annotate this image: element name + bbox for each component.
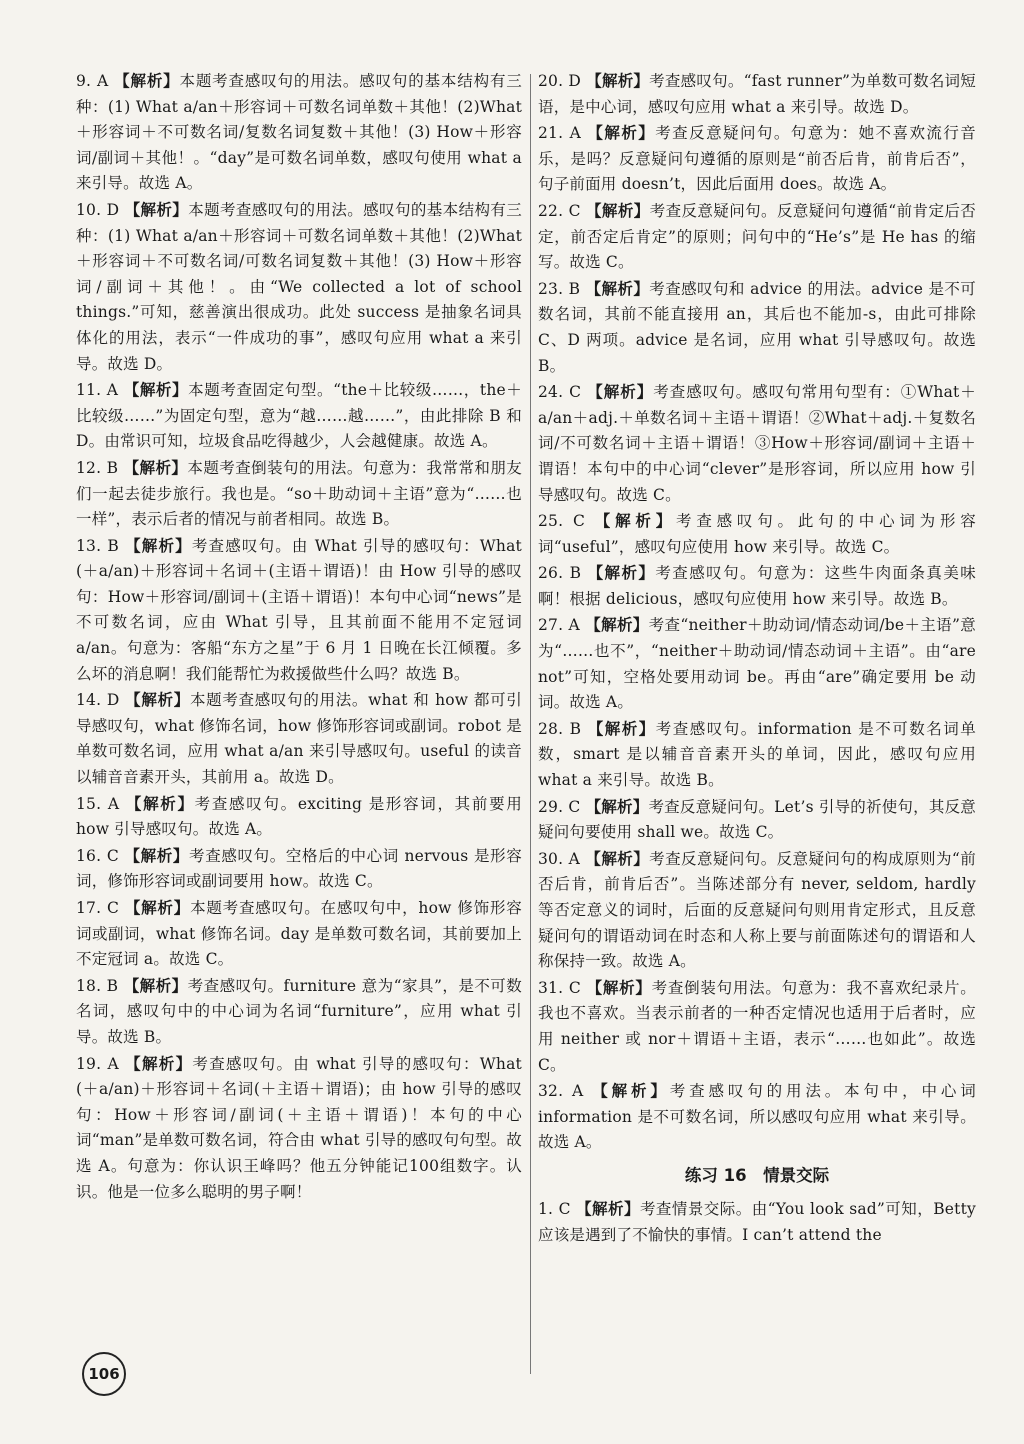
answer-number: 31. C (538, 978, 581, 997)
analysis-text: 本题考查感叹句的用法。what 和 how 都可引导感叹句，what 修饰名词，how 修饰形容词或副词。robot 是单数可数名词，应用 what a/an 来引导感叹句。useful 的读音以辅音音素开头，其前用 a。故选 D。 (76, 691, 522, 787)
analysis-tag: 【解析】 (587, 563, 656, 583)
answer-entry (76, 973, 522, 1051)
answer-number: 11. A (76, 381, 119, 400)
answer-entry (538, 276, 976, 379)
answer-entry (76, 895, 522, 973)
section-title: 练习 16 情景交际 (684, 1165, 830, 1185)
answer-entry (76, 68, 522, 197)
answer-number: 9. A (76, 72, 109, 90)
answer-number: 16. C (76, 846, 119, 865)
answer-number: 28. B (538, 719, 582, 738)
answer-number: 27. A (538, 616, 580, 635)
right-column (538, 68, 976, 1248)
left-column (76, 68, 522, 1205)
page-number: 106 (82, 1352, 126, 1396)
analysis-tag: 【解析】 (123, 457, 188, 477)
analysis-text: 考查感叹句。由 what 引导的感叹句：What (＋a/an)＋形容词＋名词(＋主语＋谓语)；由 how 引导的感叹句：How＋形容词/副词(＋主语＋谓语)！本句的中心词“man”是单数可数名词，符合由 what 引导的感叹句句型。故选 A。句意为：你认识王峰吗？他五分钟能记100组数字。认识。他是一位多么聪明的男子啊！ (76, 1054, 522, 1201)
analysis-tag: 【解析】 (125, 1053, 193, 1073)
answer-entry (538, 846, 976, 975)
answer-number: 32. A (538, 1082, 584, 1101)
answer-number: 21. A (538, 124, 582, 143)
analysis-text: 本题考查感叹句的用法。感叹句的基本结构有三种：(1) What a/an＋形容词＋可数名词单数＋其他！(2)What＋形容词＋不可数名词/复数名词复数＋其他！(3) How＋形容词/副词＋其他！。“day”是可数名词单数，感叹句使用 what a 来引导。故选 A。 (76, 72, 522, 193)
analysis-tag: 【解析】 (123, 975, 188, 995)
analysis-tag: 【解析】 (125, 535, 192, 555)
right-entries (538, 68, 976, 1156)
answer-number: 20. D (538, 72, 582, 90)
answer-entry (538, 716, 976, 794)
analysis-tag: 【解析】 (124, 199, 189, 219)
analysis-tag: 【解析】 (125, 690, 190, 710)
answer-number: 18. B (76, 976, 119, 995)
answer-number: 15. A (76, 794, 120, 813)
answer-entry (538, 560, 976, 612)
answer-entry (76, 197, 522, 377)
answer-number: 24. C (538, 383, 582, 402)
answer-number: 14. D (76, 691, 120, 710)
analysis-text: 考查感叹句。“fast runner”为单数可数名词短语，是中心词，感叹句应用 what a 来引导。故选 D。 (538, 72, 976, 116)
analysis-text: 本题考查感叹句。在感叹句中，how 修饰形容词或副词，what 修饰名词。day 是单数可数名词，其前要加上不定冠词 a。故选 C。 (76, 899, 522, 969)
analysis-text: 考查“neither＋助动词/情态动词/be＋主语”意为“……也不”，“neither＋助动词/情态动词＋主语”。由“are not”可知，空格处要用动词 be。再由“are”确定要用 be 动词。故选 A。 (538, 616, 976, 712)
analysis-text: 考查感叹句。此句的中心词为形容词“useful”，感叹句应使用 how 来引导。故选 C。 (538, 512, 976, 556)
analysis-text: 考查感叹句的用法。本句中，中心词 information 是不可数名词，所以感叹句应用 what 来引导。故选 A。 (538, 1082, 976, 1152)
analysis-tag: 【解析】 (114, 71, 180, 90)
answer-entry (538, 508, 976, 560)
analysis-text: 考查感叹句。information 是不可数名词单数，smart 是以辅音音素开头的单词，因此，感叹句应用 what a 来引导。故选 B。 (538, 719, 976, 790)
analysis-tag: 【解析】 (585, 615, 649, 635)
answer-number: 23. B (538, 279, 581, 298)
analysis-tag: 【解析】 (586, 71, 650, 90)
analysis-text: 考查倒装句用法。句意为：我不喜欢纪录片。我也不喜欢。当表示前者的一种否定情况也适用于后者时，应用 neither 或 nor＋谓语＋主语，表示“……也如此”。故选 C。 (538, 978, 976, 1074)
answer-entry (538, 794, 976, 846)
answer-number: 10. D (76, 200, 120, 219)
section-entries (538, 1196, 976, 1248)
answer-entry (76, 791, 522, 843)
analysis-text: 考查感叹句。句意为：这些牛肉面条真美味啊！根据 delicious，感叹句应使用 how 来引导。故选 B。 (538, 564, 976, 608)
analysis-text: 本题考查感叹句的用法。感叹句的基本结构有三种：(1) What a/an＋形容词＋可数名词单数＋其他！(2)What＋形容词＋不可数名词/可数名词复数＋其他！(3) How＋形容词/副词＋其他！。由“We collected a lot of school things.”可知，慈善演出很成功。此处 success 是抽象名词具体化的用法，表示“一件成功的事”，感叹句应用 what a 来引导。故选 D。 (76, 200, 522, 373)
analysis-tag: 【解析】 (587, 123, 656, 143)
answer-entry (76, 377, 522, 455)
answer-number: 25. C (538, 512, 586, 531)
analysis-tag: 【解析】 (124, 898, 191, 917)
answer-number: 22. C (538, 201, 581, 220)
answer-entry (538, 1196, 976, 1248)
answer-number: 19. A (76, 1054, 119, 1073)
answer-number: 26. B (538, 564, 582, 583)
analysis-tag: 【解析】 (125, 793, 195, 813)
answer-entry (76, 687, 522, 790)
analysis-text: 考查感叹句。exciting 是形容词，其前要用 how 引导感叹句。故选 A。 (76, 794, 522, 839)
analysis-tag: 【解析】 (587, 382, 654, 402)
analysis-tag: 【解析】 (585, 278, 650, 298)
analysis-text: 考查反意疑问句。反意疑问句遵循“前肯定后否定，前否定后肯定”的原则；问句中的“He’s”是 He has 的缩写。故选 C。 (538, 201, 976, 272)
analysis-tag: 【解析】 (592, 1081, 670, 1101)
analysis-tag: 【解析】 (124, 845, 190, 865)
analysis-text: 考查感叹句。furniture 意为“家具”，是不可数名词，感叹句中的中心词为名词“furniture”，应用 what 引导。故选 B。 (76, 976, 522, 1046)
analysis-tag: 【解析】 (576, 1198, 640, 1218)
analysis-text: 考查感叹句。空格后的中心词 nervous 是形容词，修饰形容词或副词要用 how。故选 C。 (76, 846, 522, 891)
analysis-text: 考查反意疑问句。反意疑问句的构成原则为“前否后肯，前肯后否”。当陈述部分有 never, seldom, hardly 等否定意义的词时，后面的反意疑问句则用肯定形式，且反意疑问句的谓语动词在时态和人称上要与前面陈述句的谓语和人称保持一致。故选 A。 (538, 849, 976, 971)
answer-entry (76, 1051, 522, 1206)
analysis-tag: 【解析】 (586, 977, 652, 997)
analysis-text: 考查感叹句。由 What 引导的感叹句：What (＋a/an)＋形容词＋名词＋(主语＋谓语)！由 How 引导的感叹句：How＋形容词/副词＋(主语＋谓语)！本句中心词“news”是不可数名词，应由 What 引导，且其前面不能用不定冠词 a/an。句意为：客船“东方之星”于 6 月 1 日晚在长江倾覆。多么坏的消息啊！我们能帮忙为救援做些什么吗？故选 B。 (76, 536, 522, 683)
analysis-tag: 【解析】 (585, 848, 650, 868)
answer-entry (538, 1078, 976, 1156)
answer-entry (538, 198, 976, 276)
answer-entry (76, 455, 522, 533)
answer-entry (538, 68, 976, 120)
analysis-text: 考查情景交际。由“You look sad”可知，Betty 应该是遇到了不愉快的事情。I can’t attend the (538, 1199, 976, 1244)
answer-number: 17. C (76, 899, 120, 917)
answer-number: 1. C (538, 1199, 571, 1218)
answer-entry (76, 843, 522, 895)
analysis-tag: 【解析】 (123, 380, 189, 400)
analysis-text: 考查反意疑问句。句意为：她不喜欢流行音乐，是吗？反意疑问句遵循的原则是“前否后肯，前肯后否”，句子前面用 doesn’t，因此后面用 does。故选 A。 (538, 124, 976, 194)
answer-number: 13. B (76, 536, 119, 555)
answer-entry (538, 612, 976, 715)
answer-number: 12. B (76, 458, 119, 477)
analysis-tag: 【解析】 (586, 200, 650, 220)
answer-entry (538, 120, 976, 198)
analysis-text: 本题考查固定句型。“the＋比较级……，the＋比较级……”为固定句型，意为“越……越……”，由此排除 B 和 D。由常识可知，垃圾食品吃得越少，人会越健康。故选 A。 (76, 381, 522, 451)
analysis-text: 考查反意疑问句。Let’s 引导的祈使句，其反意疑问句要使用 shall we。故选 C。 (538, 797, 976, 842)
analysis-text: 考查感叹句和 advice 的用法。advice 是不可数名词，其前不能直接用 an，其后也不能加-s，由此可排除 C、D 两项。advice 是名词，应用 what 引导感叹句。故选 B。 (538, 279, 976, 375)
analysis-text: 考查感叹句。感叹句常用句型有：①What＋a/an＋adj.＋单数名词＋主语＋谓语！②What＋adj.＋复数名词/不可数名词＋主语＋谓语！③How＋形容词/副词＋主语＋谓语！本句中的中心词“clever”是形容词，所以应用 how 引导感叹句。故选 C。 (538, 383, 976, 504)
answer-entry (76, 533, 522, 688)
analysis-tag: 【解析】 (585, 796, 649, 816)
answer-entry (538, 975, 976, 1078)
analysis-tag: 【解析】 (587, 718, 656, 738)
answer-number: 29. C (538, 797, 581, 816)
answer-number: 30. A (538, 849, 581, 868)
analysis-text: 本题考查倒装句的用法。句意为：我常常和朋友们一起去徒步旅行。我也是。“so＋助动词＋主语”意为“……也一样”，表示后者的情况与前者相同。故选 B。 (76, 458, 522, 529)
answer-entry (538, 379, 976, 508)
analysis-tag: 【解析】 (594, 511, 677, 531)
